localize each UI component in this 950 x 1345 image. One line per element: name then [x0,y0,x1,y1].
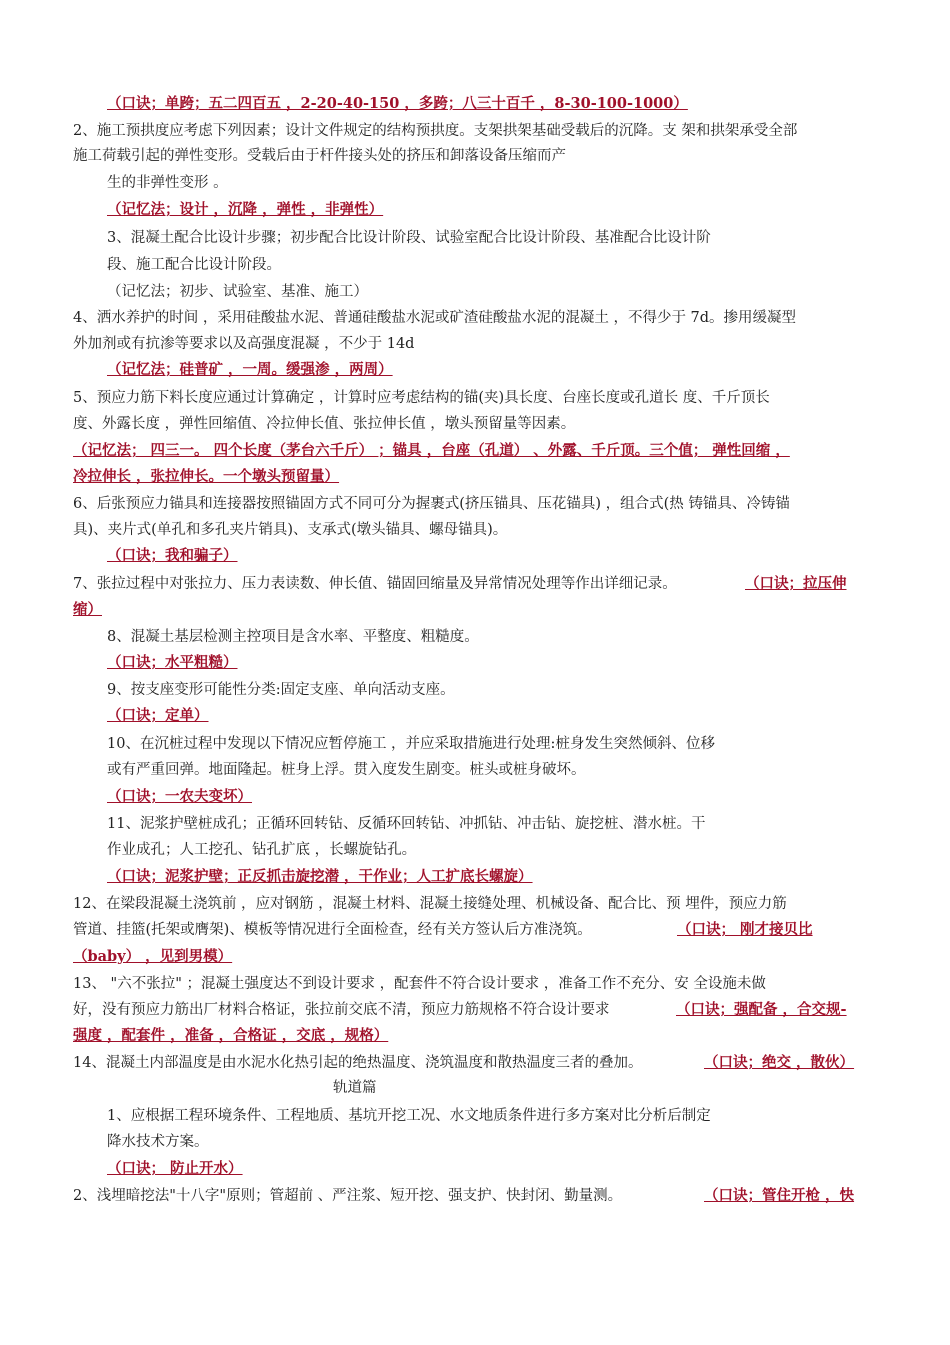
mnemonic-line-8: （口诀；水平粗糙） [107,654,238,671]
text-line-r1a: 1、应根据工程环境条件、工程地质、基坑开挖工况、水文地质条件进行多方案对比分析后制定 [107,1108,711,1124]
text-line-11a: 11、泥浆护壁桩成孔；正循环回转钻、反循环回转钻、冲抓钻、冲击钻、旋挖桩、潜水桩。干 [107,816,706,832]
mnemonic-line-5b: 冷拉伸长 ，张拉伸长。一个墩头预留量） [73,468,340,485]
text-line-2a: 2、施工预拱度应考虑下列因素；设计文件规定的结构预拱度。支架拱架基础受载后的沉降。支 架和拱架承受全部 [73,123,798,139]
text-line-10b: 或有严重回弹。地面隆起。桩身上浮。贯入度发生剧变。桩头或桩身破坏。 [107,762,586,778]
text-line-r1b: 降水技术方案。 [107,1134,209,1150]
text-line-r2: 2、浅埋暗挖法"十八字"原则；管超前 、严注浆、短开挖、强支护、快封闭、勤量测。 [73,1188,623,1204]
text-line-5b: 度、外露长度 ，弹性回缩值、冷拉伸长值、张拉伸长值 ，墩头预留量等因素。 [73,416,576,432]
text-line-3c: （记忆法；初步、试验室、基准、施工） [107,284,368,300]
mnemonic-line-12b: （baby） ，见到男模） [73,948,233,965]
text-line-10a: 10、在沉桩过程中发现以下情况应暂停施工 ，并应采取措施进行处理:桩身发生突然倾斜、位移 [107,736,715,752]
text-line-12b: 管道、挂篮(托架或膺架)、模板等情况进行全面检查，经有关方签认后方准浇筑。 [73,922,592,938]
text-line-5a: 5、预应力筋下料长度应通过计算确定 ，计算时应考虑结构的锚(夹)具长度、台座长度或孔道长 度、千斤顶长 [73,390,770,406]
mnemonic-line-11: （口诀；泥浆护壁；正反抓击旋挖潜 ，干作业；人工扩底长螺旋） [107,868,533,885]
text-line-9: 9、按支座变形可能性分类:固定支座、单向活动支座。 [107,682,455,698]
mnemonic-line-2: （记忆法；设计 ，沉降 ，弹性 ，非弹性） [107,201,384,218]
text-line-14: 14、混凝土内部温度是由水泥水化热引起的绝热温度、浇筑温度和散热温度三者的叠加。 [73,1055,643,1071]
text-line-12a: 12、在梁段混凝土浇筑前 ，应对钢筋 ，混凝土材料、混凝土接缝处理、机械设备、配合比、预 埋件，预应力筋 [73,896,787,912]
mnemonic-line-1: （口诀；单跨；五二四百五 ，2-20-40-150 ，多跨；八三十百千 ，8-30-100-1000） [107,95,688,112]
mnemonic-line-4: （记忆法；硅普矿 ，一周。缓强渗 ，两周） [107,361,393,378]
mnemonic-line-7b: 缩） [73,601,102,618]
text-line-2b: 施工荷载引起的弹性变形。受载后由于杆件接头处的挤压和卸落设备压缩而产 [73,148,566,164]
mnemonic-line-10: （口诀；一农夫变坏） [107,788,252,805]
text-line-13a: 13、 "六不张拉" ；混凝土强度达不到设计要求 ，配套件不符合设计要求 ，准备工作不充分、安 全设施未做 [73,976,766,992]
mnemonic-line-13b: 强度 ，配套件 ，准备 ，合格证 ，交底 ，规格） [73,1027,389,1044]
mnemonic-line-5a: （记忆法； 四三一。 四个长度（茅台六千斤） ；锚具 ，台座（孔道） 、外露、千斤顶。三个值； 弹性回缩 ， [73,442,790,459]
mnemonic-line-6: （口诀；我和骗子） [107,547,238,564]
mnemonic-line-r2: （口诀；管住开枪 ，快 [704,1187,855,1204]
mnemonic-line-13a: （口诀；强配备 ，合交规- [676,1001,847,1018]
mnemonic-line-7a: （口诀；拉压伸 [745,575,847,592]
text-line-13b: 好，没有预应力筋出厂材料合格证，张拉前交底不清，预应力筋规格不符合设计要求 [73,1002,610,1018]
text-line-4b: 外加剂或有抗渗等要求以及高强度混凝 ，不少于 14d [73,336,415,352]
mnemonic-line-14: （口诀；绝交 ，散伙） [704,1054,855,1071]
text-line-3b: 段、施工配合比设计阶段。 [107,257,281,273]
text-line-11b: 作业成孔；人工挖孔、钻孔扩底 ，长螺旋钻孔。 [107,842,417,858]
mnemonic-line-9: （口诀；定单） [107,707,209,724]
text-line-3a: 3、混凝土配合比设计步骤；初步配合比设计阶段、试验室配合比设计阶段、基准配合比设计阶 [107,230,711,246]
text-line-4a: 4、洒水养护的时间 ，采用硅酸盐水泥、普通硅酸盐水泥或矿渣硅酸盐水泥的混凝土 ，不得少于 7d。掺用缓凝型 [73,310,797,326]
text-line-6b: 具)、夹片式(单孔和多孔夹片销具)、支承式(墩头锚具、螺母锚具)。 [73,522,508,538]
section-heading-rail: 轨道篇 [333,1080,377,1096]
mnemonic-line-r1: （口诀； 防止开水） [107,1160,243,1177]
text-line-2c: 生的非弹性变形 。 [107,175,228,191]
text-line-7a: 7、张拉过程中对张拉力、压力表读数、伸长值、锚固回缩量及异常情况处理等作出详细记录。 [73,576,677,592]
mnemonic-line-12a: （口诀； 刚才接贝比 [677,921,813,938]
text-line-6a: 6、后张预应力锚具和连接器按照锚固方式不同可分为握裹式(挤压锚具、压花锚具) ，组合式(热 铸锚具、冷铸锚 [73,496,790,512]
text-line-8: 8、混凝土基层检测主控项目是含水率、平整度、粗糙度。 [107,629,479,645]
